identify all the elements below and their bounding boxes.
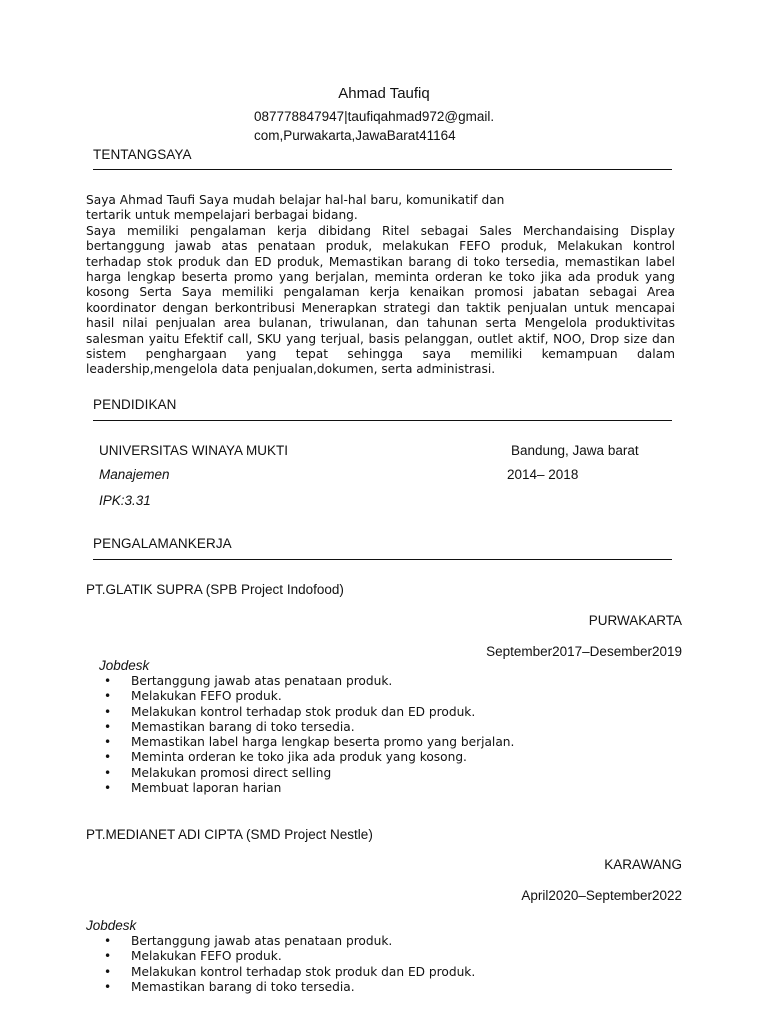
- list-item: • Melakukan kontrol terhadap stok produk dan ED produk.: [104, 705, 514, 720]
- jobdesk-label: Jobdesk: [86, 918, 137, 933]
- about-line-1: Saya Ahmad Taufi Saya mudah belajar hal-hal baru, komunikatif dan: [86, 193, 505, 207]
- experience-divider: [93, 559, 672, 560]
- resume-name: Ahmad Taufiq: [338, 85, 430, 102]
- list-item: • Meminta orderan ke toko jika ada produk yang kosong.: [104, 750, 514, 765]
- list-item: • Bertanggung jawab atas penataan produk.: [104, 674, 514, 689]
- about-heading: TENTANGSAYA: [93, 147, 192, 162]
- education-heading: PENDIDIKAN: [93, 397, 177, 412]
- school-major: Manajemen: [99, 467, 170, 482]
- job-task-list: [104, 934, 475, 995]
- job-task-list: [104, 674, 514, 796]
- school-gpa: IPK:3.31: [99, 493, 151, 508]
- list-item: • Memastikan label harga lengkap beserta promo yang berjalan.: [104, 735, 514, 750]
- list-item: • Melakukan promosi direct selling: [104, 766, 514, 781]
- contact-line-2: com,Purwakarta,JawaBarat41164: [254, 128, 456, 143]
- job-period: April2020–September2022: [521, 888, 682, 903]
- list-item: • Membuat laporan harian: [104, 781, 514, 796]
- experience-heading: PENGALAMANKERJA: [93, 536, 232, 551]
- list-item: • Melakukan kontrol terhadap stok produk dan ED produk.: [104, 965, 475, 980]
- job-period: September2017–Desember2019: [486, 644, 682, 659]
- list-item: • Memastikan barang di toko tersedia.: [104, 980, 475, 995]
- list-item: • Bertanggung jawab atas penataan produk.: [104, 934, 475, 949]
- school-years: 2014– 2018: [507, 467, 579, 482]
- education-divider: [93, 420, 672, 421]
- school-name: UNIVERSITAS WINAYA MUKTI: [99, 443, 289, 458]
- job-company: PT.MEDIANET ADI CIPTA (SMD Project Nestle): [86, 827, 373, 842]
- about-text: [86, 193, 675, 378]
- job-location: KARAWANG: [604, 857, 682, 872]
- list-item: • Memastikan barang di toko tersedia.: [104, 720, 514, 735]
- school-location: Bandung, Jawa barat: [511, 443, 639, 458]
- list-item: • Melakukan FEFO produk.: [104, 949, 475, 964]
- about-body: Saya memiliki pengalaman kerja dibidang Ritel sebagai Sales Merchandaising Display bertanggung jawab atas penataan produk, melakukan FEFO produk, Melakukan kontrol terhadap stok produk dan ED produk, Memastikan barang di toko tersedia, memastikan label harga lengkap beserta promo yang berjalan, meminta orderan ke toko jika ada produk yang kosong Serta Saya memiliki pengalaman kerja kenaikan promosi jabatan sebagai Area koordinator dengan berkontribusi Menerapkan strategi dan taktik penjualan untuk mencapai hasil nilai penjualan area bulanan, triwulanan, dan tahunan serta Mengelola produktivitas salesman yaitu Efektif call, SKU yang terjual, basis pelanggan, outlet aktif, NOO, Drop size dan sistem penghargaan yang tepat sehingga saya memiliki kemampuan dalam leadership,mengelola data penjualan,dokumen, serta administrasi.: [86, 223, 675, 377]
- list-item: • Melakukan FEFO produk.: [104, 689, 514, 704]
- job-company: PT.GLATIK SUPRA (SPB Project Indofood): [86, 582, 344, 597]
- contact-info: [254, 107, 494, 145]
- jobdesk-label: Jobdesk: [99, 658, 150, 673]
- contact-line-1: 087778847947|taufiqahmad972@gmail.: [254, 109, 495, 124]
- about-line-2: tertarik untuk mempelajari berbagai bidang.: [86, 208, 358, 223]
- job-location: PURWAKARTA: [588, 613, 682, 628]
- about-divider: [93, 169, 672, 170]
